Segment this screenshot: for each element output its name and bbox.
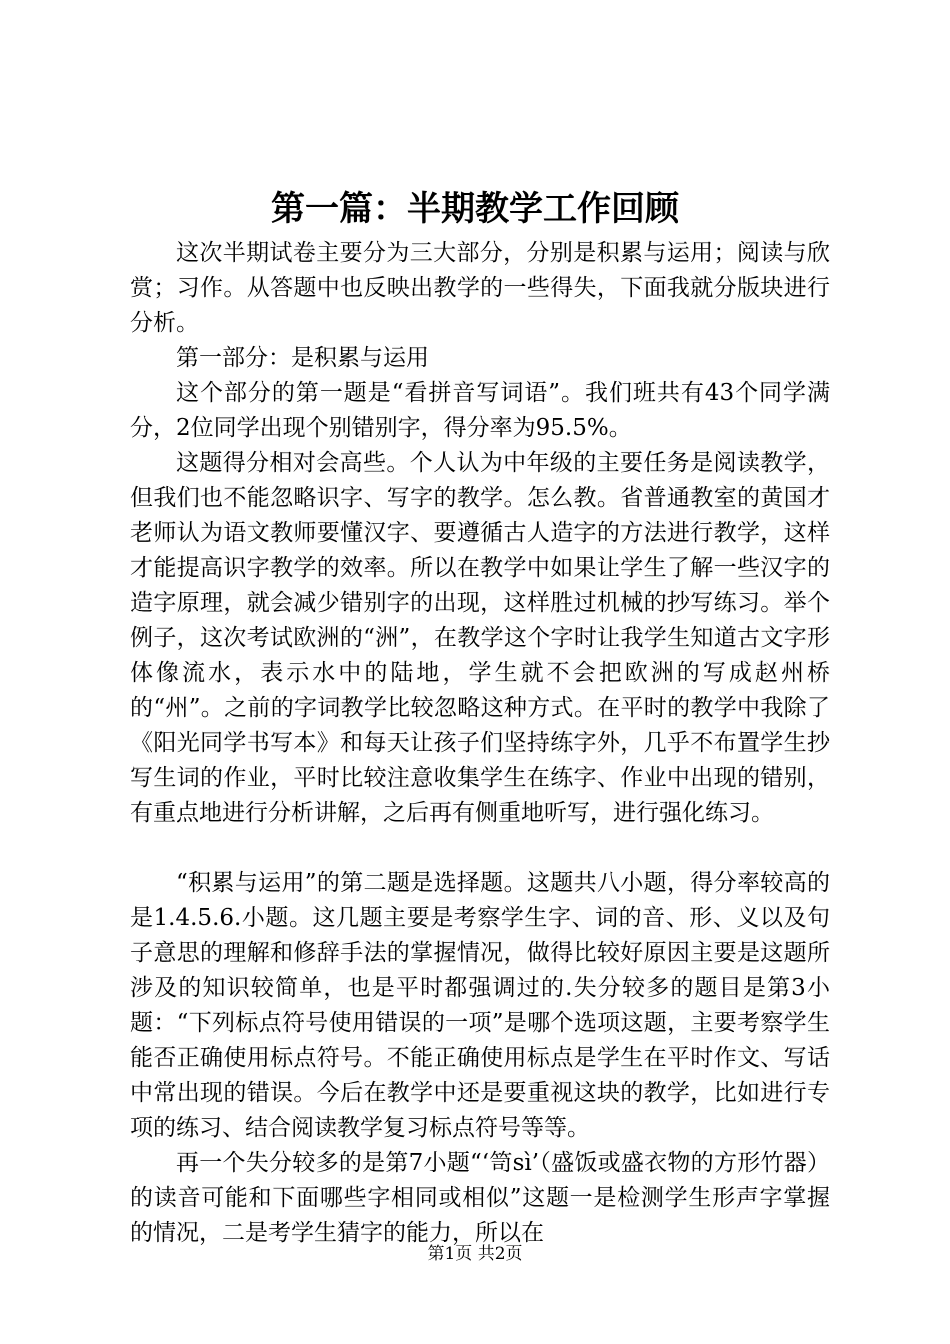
document-title: 第一篇：半期教学工作回顾 <box>271 189 679 229</box>
document-body <box>130 236 830 1251</box>
paragraph-question-two: “积累与运用”的第二题是选择题。这题共八小题，得分率较高的是1.4.5.6.小题。这几题主要是考察学生字、词的音、形、义以及句子意思的理解和修辞手法的掌握情况，做得比较好原因主要是这题所涉及的知识较简单，也是平时都强调过的.失分较多的题目是第3小题：“下列标点符号使用错误的一项”是哪个选项这题，主要考察学生能否正确使用标点符号。不能正确使用标点是学生在平时作文、写话中常出现的错误。今后在教学中还是要重视这块的教学，比如进行专项的练习、结合阅读教学复习标点符号等等。 <box>130 870 830 1141</box>
paragraph-section-heading: 第一部分：是积累与运用 <box>176 345 429 371</box>
page-footer: 第1页 共2页 <box>427 1244 523 1264</box>
paragraph-intro: 这次半期试卷主要分为三大部分，分别是积累与运用；阅读与欣赏；习作。从答题中也反映出教学的一些得失，下面我就分版块进行分析。 <box>130 240 830 336</box>
paragraph-question-seven: 再一个失分较多的是第7小题“‘笥sì’（盛饭或盛衣物的方形竹器）的读音可能和下面哪些字相同或相似”这题一是检测学生形声字掌握的情况，二是考学生猜字的能力，所以在 <box>130 1150 830 1246</box>
paragraph-question-one: 这个部分的第一题是“看拼音写词语”。我们班共有43个同学满分，2位同学出现个别错别字，得分率为95.5%。 <box>130 380 830 441</box>
paragraph-analysis: 这题得分相对会高些。个人认为中年级的主要任务是阅读教学，但我们也不能忽略识字、写字的教学。怎么教。省普通教室的黄国才老师认为语文教师要懂汉字、要遵循古人造字的方法进行教学，这样才能提高识字教学的效率。所以在教学中如果让学生了解一些汉字的造字原理，就会减少错别字的出现，这样胜过机械的抄写练习。举个例子，这次考试欧洲的“洲”，在教学这个字时让我学生知道古文字形体像流水，表示水中的陆地，学生就不会把欧洲的写成赵州桥的“州”。之前的字词教学比较忽略这种方式。在平时的教学中我除了《阳光同学书写本》和每天让孩子们坚持练字外，几乎不布置学生抄写生词的作业，平时比较注意收集学生在练字、作业中出现的错别，有重点地进行分析讲解，之后再有侧重地听写，进行强化练习。 <box>130 450 830 826</box>
